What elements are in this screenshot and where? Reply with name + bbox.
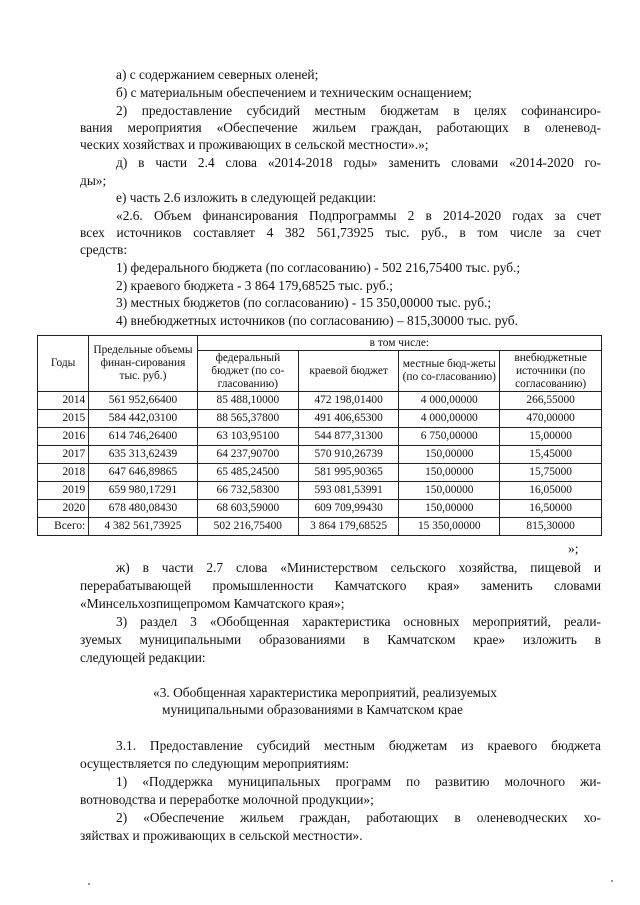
- header-total: Предельные объемы финан-сирования тыс. руб.): [89, 336, 198, 392]
- table-cell-federal: 64 237,90700: [197, 446, 298, 464]
- text-line: ж) в части 2.7 слова «Министерством сельского хозяйства, пищевой и: [116, 560, 601, 575]
- table-row: [38, 410, 602, 428]
- text-line: ды»;: [80, 173, 107, 188]
- text-line: е) часть 2.6 изложить в следующей редакции:: [116, 190, 377, 205]
- text-line: 2) предоставление субсидий местным бюджетам в целях софинансиро-: [116, 103, 601, 118]
- header-including: в том числе:: [197, 336, 601, 351]
- table-cell-total: 561 952,66400: [89, 392, 198, 410]
- table-body: [38, 392, 602, 536]
- table-cell-year: Всего:: [38, 518, 89, 536]
- table-cell-regional: 544 877,31300: [298, 428, 398, 446]
- header-years: Годы: [38, 336, 89, 392]
- table-cell-regional: 593 081,53991: [298, 482, 398, 500]
- table-cell-extra: 15,45000: [500, 446, 602, 464]
- scan-speck: [88, 883, 90, 885]
- text-line: 1) «Поддержка муниципальных программ по развитию молочного жи-: [116, 774, 601, 789]
- table-cell-total: 659 980,17291: [89, 482, 198, 500]
- text-line: перерабатывающей промышленности Камчатского края» заменить словами: [80, 578, 601, 593]
- table-cell-year: 2019: [38, 482, 89, 500]
- header-federal: федеральный бюджет (по со-гласованию): [197, 351, 298, 392]
- table-cell-local: 150,00000: [399, 482, 500, 500]
- text-line: а) с содержанием северных оленей;: [116, 67, 319, 82]
- section-heading-line: муниципальными образованиями в Камчатском крае: [162, 702, 463, 717]
- section-heading-line: «3. Обобщенная характеристика мероприятий, реализуемых: [153, 685, 497, 700]
- text-line: ческих хозяйствах и проживающих в сельской местности».»;: [80, 137, 429, 152]
- table-cell-local: 150,00000: [399, 464, 500, 482]
- table-row: [38, 518, 602, 536]
- table-cell-local: 6 750,00000: [399, 428, 500, 446]
- text-line: всех источников составляет 4 382 561,73925 тыс. руб., в том числе за счет: [80, 225, 601, 240]
- table-cell-year: 2015: [38, 410, 89, 428]
- table-cell-federal: 63 103,95100: [197, 428, 298, 446]
- text-line: 3) местных бюджетов (по согласованию) - 15 350,00000 тыс. руб.;: [116, 295, 492, 310]
- table-cell-total: 614 746,26400: [89, 428, 198, 446]
- table-cell-extra: 470,00000: [500, 410, 602, 428]
- table-cell-extra: 815,30000: [500, 518, 602, 536]
- table-cell-year: 2018: [38, 464, 89, 482]
- table-cell-regional: 581 995,90365: [298, 464, 398, 482]
- table-cell-extra: 16,05000: [500, 482, 602, 500]
- table-cell-regional: 609 709,99430: [298, 500, 398, 518]
- scan-speck: [611, 880, 613, 882]
- table-cell-federal: 88 565,37800: [197, 410, 298, 428]
- text-line: 2) краевого бюджета - 3 864 179,68525 тыс. руб.;: [116, 278, 393, 293]
- text-line: средств:: [80, 242, 128, 257]
- table-cell-regional: 472 198,01400: [298, 392, 398, 410]
- text-line: «2.6. Объем финансирования Подпрограммы 2 в 2014-2020 годах за счет: [116, 208, 601, 223]
- text-line: следующей редакции:: [80, 650, 206, 665]
- table-cell-federal: 66 732,58300: [197, 482, 298, 500]
- table-cell-extra: 16,50000: [500, 500, 602, 518]
- table-cell-regional: 491 406,65300: [298, 410, 398, 428]
- table-cell-federal: 85 488,10000: [197, 392, 298, 410]
- closing-quote: »;: [568, 541, 579, 556]
- text-line: д) в части 2.4 слова «2014-2018 годы» заменить словами «2014-2020 го-: [116, 155, 601, 170]
- text-line: осуществляется по следующим мероприятиям:: [80, 756, 350, 771]
- table-cell-total: 584 442,03100: [89, 410, 198, 428]
- table-cell-regional: 3 864 179,68525: [298, 518, 398, 536]
- table-cell-extra: 266,55000: [500, 392, 602, 410]
- text-line: 3) раздел 3 «Обобщенная характеристика основных мероприятий, реали-: [116, 614, 601, 629]
- text-line: вания мероприятия «Обеспечение жильем граждан, работающих в оленевод-: [80, 120, 601, 135]
- text-line: 4) внебюджетных источников (по согласованию) – 815,30000 тыс. руб.: [116, 313, 518, 328]
- table-row: [38, 464, 602, 482]
- text-line: зуемых муниципальными образованиями в Камчатском крае» изложить в: [80, 632, 601, 647]
- table-cell-year: 2017: [38, 446, 89, 464]
- table-cell-total: 635 313,62439: [89, 446, 198, 464]
- text-line: «Минсельхозпищепромом Камчатского края»;: [80, 596, 345, 611]
- table-cell-total: 4 382 561,73925: [89, 518, 198, 536]
- text-line: 1) федерального бюджета (по согласованию) - 502 216,75400 тыс. руб.;: [116, 260, 521, 275]
- table-cell-federal: 502 216,75400: [197, 518, 298, 536]
- text-line: 3.1. Предоставление субсидий местным бюджетам из краевого бюджета: [116, 738, 601, 753]
- table-cell-federal: 65 485,24500: [197, 464, 298, 482]
- table-cell-extra: 15,00000: [500, 428, 602, 446]
- table-row: [38, 446, 602, 464]
- table-row: [38, 392, 602, 410]
- header-regional: краевой бюджет: [298, 351, 398, 392]
- table-cell-year: 2020: [38, 500, 89, 518]
- table-cell-local: 4 000,00000: [399, 410, 500, 428]
- text-line: 2) «Обеспечение жильем граждан, работающих в оленеводческих хо-: [116, 810, 601, 825]
- text-line: б) с материальным обеспечением и техническим оснащением;: [116, 85, 472, 100]
- table-cell-extra: 15,75000: [500, 464, 602, 482]
- table-cell-local: 4 000,00000: [399, 392, 500, 410]
- table-row: [38, 500, 602, 518]
- financing-table: [37, 335, 602, 536]
- table-cell-local: 150,00000: [399, 446, 500, 464]
- table-cell-federal: 68 603,59000: [197, 500, 298, 518]
- text-line: зяйствах и проживающих в сельской местности».: [80, 828, 363, 843]
- table-cell-total: 647 646,89865: [89, 464, 198, 482]
- table-cell-total: 678 480,08430: [89, 500, 198, 518]
- text-line: вотноводства и переработке молочной продукции»;: [80, 792, 374, 807]
- header-extra: внебюджетные источники (по согласованию): [500, 351, 602, 392]
- header-local: местные бюд-жеты (по со-гласованию): [399, 351, 500, 392]
- table-cell-year: 2016: [38, 428, 89, 446]
- table-cell-local: 15 350,00000: [399, 518, 500, 536]
- table-row: [38, 428, 602, 446]
- table-cell-regional: 570 910,26739: [298, 446, 398, 464]
- table-cell-year: 2014: [38, 392, 89, 410]
- table-row: [38, 482, 602, 500]
- table-cell-local: 150,00000: [399, 500, 500, 518]
